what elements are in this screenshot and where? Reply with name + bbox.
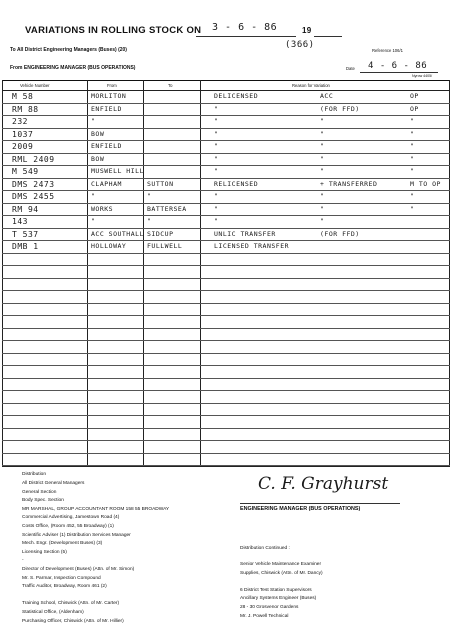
row-rule	[2, 253, 450, 254]
cell-reason-extra: "	[320, 154, 325, 163]
row-rule	[2, 415, 450, 416]
distribution-item-left: Mech. Engr. (Development Buses) (3)	[22, 541, 103, 547]
cell-from: CLAPHAM	[91, 179, 122, 188]
row-rule	[2, 165, 450, 166]
cell-reason-extra: (FOR FFD)	[320, 229, 360, 238]
cell-from: ACC SOUTHALL	[91, 229, 144, 238]
cell-reason: "	[214, 192, 219, 200]
reference: Reference 106/1	[372, 48, 403, 53]
cell-reason: "	[214, 167, 219, 175]
cell-from: "	[91, 192, 96, 200]
distribution-item-right: Senior Vehicle Maintenance Examiner	[240, 562, 322, 567]
date-label: Date	[346, 66, 355, 71]
signature-line	[240, 503, 400, 504]
distribution-item-left: MR MARSHAL, GROUP ACCOUNTANT ROOM 158 55 BROADWAY	[22, 506, 170, 512]
row-rule	[2, 453, 450, 454]
distribution-item-left: Commercial Advertising, Jamestown Road (4)	[22, 515, 120, 521]
cell-reason: DELICENSED	[214, 92, 259, 100]
row-rule	[2, 328, 450, 329]
date-written: 4 - 6 - 86	[368, 61, 428, 71]
cell-to: SIDCUP	[147, 229, 174, 238]
row-rule	[2, 278, 450, 279]
cell-reason-extra: "	[320, 167, 325, 175]
header-date: 3 - 6 - 86	[212, 22, 278, 33]
distribution-item-left: General Section	[22, 489, 57, 495]
cell-reason: "	[214, 104, 219, 113]
cell-reason-extra: "	[320, 117, 325, 125]
distribution-item-left: -	[22, 558, 24, 564]
distribution-item-right: 6 District Test Station Supervisors	[240, 587, 312, 593]
cell-reason-extra: + TRANSFERRED	[320, 179, 378, 188]
cell-vehicle: DMS 2455	[12, 192, 55, 201]
row-rule	[2, 440, 450, 441]
distribution-item-left: Training School, Chiswick (Attn. of Mr. Carter)	[22, 601, 120, 607]
table-bottom-border	[2, 466, 450, 467]
col-divider-reason	[200, 80, 201, 466]
to-line: To All District Engineering Managers (Buses) (20)	[10, 47, 127, 53]
cell-reason-extra: "	[320, 192, 325, 200]
distribution-item-left: Scientific Adviser (1) Distribution Services Manager	[22, 532, 131, 538]
row-rule	[2, 115, 450, 116]
form-number: Nyrow 4405/	[412, 74, 433, 78]
signature: C. F. Grayhurst	[258, 474, 389, 494]
cell-reason: LICENSED TRANSFER	[214, 242, 290, 250]
issue-number: (366)	[285, 40, 315, 50]
cell-from: BOW	[91, 154, 105, 163]
cell-reason-end: OP	[410, 92, 419, 100]
cell-reason: "	[214, 204, 219, 213]
signatory-title: ENGINEERING MANAGER (BUS OPERATIONS)	[240, 506, 361, 512]
cell-reason-end: OP	[410, 104, 419, 113]
cell-vehicle: M 58	[12, 92, 34, 101]
cell-vehicle: 1037	[12, 129, 34, 139]
row-rule	[2, 403, 450, 404]
cell-vehicle: 143	[12, 217, 28, 226]
distribution-item-left: Mr. S. Parmar, Inspection Compound	[22, 575, 101, 581]
table-right-border	[449, 80, 450, 466]
date-written-underline	[360, 72, 438, 73]
cell-reason: "	[214, 117, 219, 125]
row-rule	[2, 190, 450, 191]
distribution-item-left: Traffic Auditor, Broadway, Room 461 (2)	[22, 584, 107, 590]
row-rule	[2, 315, 450, 316]
year-prefix: 19	[302, 26, 312, 35]
cell-reason-extra: "	[320, 217, 325, 225]
row-rule	[2, 178, 450, 179]
cell-reason: "	[214, 129, 219, 138]
cell-reason-end: "	[410, 192, 415, 200]
cell-vehicle: RM 88	[12, 104, 39, 114]
row-rule	[2, 290, 450, 291]
distribution-continued: Distribution Continued :	[240, 546, 290, 551]
cell-reason: RELICENSED	[214, 179, 259, 188]
cell-reason: "	[214, 154, 219, 163]
row-rule	[2, 390, 450, 391]
cell-vehicle: M 549	[12, 167, 39, 176]
cell-from: ENFIELD	[91, 104, 122, 113]
col-header-to: To	[168, 83, 173, 88]
cell-reason-end: M TO OP	[410, 179, 441, 188]
cell-reason-end: "	[410, 129, 415, 138]
cell-vehicle: 2009	[12, 142, 34, 151]
row-rule	[2, 340, 450, 341]
row-rule	[2, 153, 450, 154]
date-underline	[196, 36, 296, 37]
cell-vehicle: DMB 1	[12, 242, 39, 251]
distribution-item-left: Director of Development (Buses) (Attn. of Mr. Simon)	[22, 567, 135, 572]
cell-vehicle: 232	[12, 117, 28, 126]
table-left-border	[2, 80, 3, 466]
cell-from: "	[91, 117, 96, 125]
cell-from: "	[91, 217, 96, 225]
cell-from: MORLITON	[91, 92, 127, 100]
distribution-item-left: All District General Managers	[22, 481, 85, 486]
table-top-border	[2, 80, 450, 81]
row-rule	[2, 103, 450, 104]
cell-vehicle: T 537	[12, 229, 39, 239]
year-underline	[314, 36, 342, 37]
distribution-item-left: Costs Office, (Room 452, 55 Broadway) (1)	[22, 524, 114, 529]
row-rule	[2, 265, 450, 266]
distribution-item-left: Licensing Section (5)	[22, 549, 67, 555]
col-divider-from	[87, 80, 88, 466]
cell-from: HOLLOWAY	[91, 242, 127, 250]
cell-reason-end: "	[410, 117, 415, 125]
distribution-item-left: Body Spec. Section	[22, 498, 64, 504]
row-rule	[2, 428, 450, 429]
cell-reason-extra: "	[320, 142, 325, 150]
row-rule	[2, 303, 450, 304]
cell-to: SUTTON	[147, 179, 174, 188]
cell-to: FULLWELL	[147, 242, 183, 250]
cell-reason-extra: (FOR FFD)	[320, 104, 360, 113]
distribution-item-right: Supplies, Chiswick (Attn. of Mr. Dancy)	[240, 570, 323, 576]
cell-reason-extra: ACC	[320, 92, 334, 100]
col-header-reason: Reason for Variation	[292, 83, 330, 88]
row-rule	[2, 240, 450, 241]
cell-from: MUSWELL HILL	[91, 167, 144, 175]
row-rule	[2, 228, 450, 229]
form-title: VARIATIONS IN ROLLING STOCK ON	[25, 25, 202, 36]
col-header-vehicle: Vehicle Number	[20, 83, 50, 88]
distribution-item-left: Statistical Office, (Aldenham)	[22, 610, 84, 615]
cell-to: BATTERSEA	[147, 204, 187, 213]
cell-reason: "	[214, 217, 219, 225]
cell-reason-end: "	[410, 142, 415, 150]
cell-from: ENFIELD	[91, 142, 122, 150]
row-rule	[2, 140, 450, 141]
header-bottom-border	[2, 90, 450, 91]
cell-reason-end: "	[410, 167, 415, 175]
distribution-item-right: 28 - 30 Grosvenor Gardens	[240, 605, 299, 610]
from-line: From ENGINEERING MANAGER (BUS OPERATIONS)	[10, 65, 136, 71]
cell-vehicle: RM 94	[12, 204, 39, 214]
cell-reason: UNLIC TRANSFER	[214, 229, 276, 238]
row-rule	[2, 353, 450, 354]
distribution-item-right: Mr. J. Powell Technical	[240, 613, 289, 619]
cell-vehicle: RML 2409	[12, 154, 55, 164]
cell-reason-end: "	[410, 154, 415, 163]
row-rule	[2, 365, 450, 366]
row-rule	[2, 378, 450, 379]
col-divider-to	[143, 80, 144, 466]
row-rule	[2, 215, 450, 216]
distribution-item-left: Purchasing Officer, Chiswick (Attn. of Mr. Hillier)	[22, 618, 124, 624]
row-rule	[2, 203, 450, 204]
distribution-item-right: Ancillary Systems Engineer (Buses)	[240, 596, 317, 602]
cell-reason-extra: "	[320, 129, 325, 138]
cell-reason-end: "	[410, 204, 415, 213]
cell-reason: "	[214, 142, 219, 150]
cell-reason-extra: "	[320, 204, 325, 213]
distribution-heading: Distribution	[22, 472, 46, 477]
cell-from: BOW	[91, 129, 105, 138]
cell-from: WORKS	[91, 204, 114, 213]
row-rule	[2, 128, 450, 129]
cell-to: "	[147, 192, 152, 200]
cell-vehicle: DMS 2473	[12, 179, 55, 189]
col-header-from: From	[107, 83, 117, 88]
cell-to: "	[147, 217, 152, 225]
